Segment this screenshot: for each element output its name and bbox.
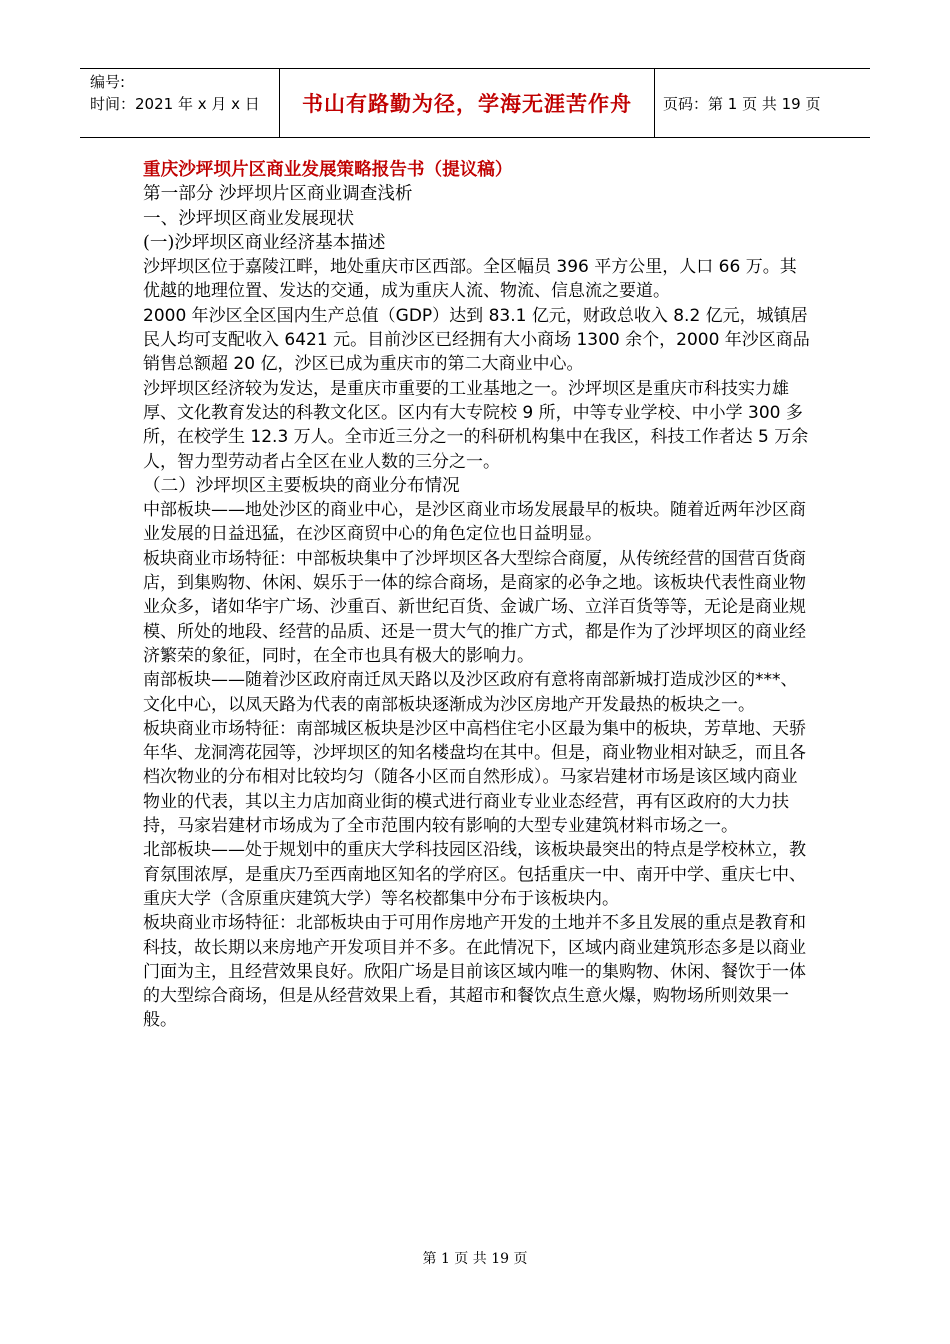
part-heading: 第一部分 沙坪坝片区商业调查浅析	[143, 184, 413, 205]
paragraph: 板块商业市场特征：北部板块由于可用作房地产开发的土地并不多且发展的重点是教育和科技，故长期以来房地产开发项目并不多。在此情况下，区域内商业建筑形态多是以商业门面为主，且经营效果良好。欣阳广场是目前该区域内唯一的集购物、休闲、餐饮于一体的大型综合商场，但是从经营效果上看，其超市和餐饮点生意火爆，购物场所则效果一般。	[143, 913, 806, 1031]
number-label: 编号:	[90, 73, 126, 91]
paragraph: 沙坪坝区位于嘉陵江畔，地处重庆市区西部。全区幅员 396 平方公里，人口 66 万。其优越的地理位置、发达的交通，成为重庆人流、物流、信息流之要道。	[143, 257, 797, 302]
paragraph: 沙坪坝区经济较为发达，是重庆市重要的工业基地之一。沙坪坝区是重庆市科技实力雄厚、文化教育发达的科教文化区。区内有大专院校 9 所，中等专业学校、中小学 300 多所，在校学生 12.3 万人。全市近三分之一的科研机构集中在我区，科技工作者达 5 万余人，智力型劳动者占全区在业人数的三分之一。	[143, 378, 809, 472]
document-title: 重庆沙坪坝片区商业发展策略报告书（提议稿）	[143, 159, 513, 180]
subsection-heading: (一)沙坪坝区商业经济基本描述	[143, 232, 386, 253]
section-heading: 一、沙坪坝区商业发展现状	[143, 208, 355, 229]
page-footer: 第 1 页 共 19 页	[422, 1251, 528, 1267]
paragraph: 南部板块——随着沙区政府南迁凤天路以及沙区政府有意将南部新城打造成沙区的***、文化中心，以凤天路为代表的南部板块逐渐成为沙区房地产开发最热的板块之一。	[143, 670, 798, 715]
header-motto: 书山有路勤为径，学海无涯苦作舟	[280, 69, 655, 137]
paragraph: 2000 年沙区全区国内生产总值（GDP）达到 83.1 亿元，财政总收入 8.2 亿元，城镇居民人均可支配收入 6421 元。目前沙区已经拥有大小商场 1300 余个，2000 年沙区商品销售总额超 20 亿，沙区已成为重庆市的第二大商业中心。	[143, 305, 810, 375]
page-header	[80, 68, 870, 138]
document-body	[143, 158, 813, 1033]
paragraph: 板块商业市场特征：南部城区板块是沙区中高档住宅小区最为集中的板块，芳草地、天骄年华、龙洞湾花园等，沙坪坝区的知名楼盘均在其中。但是，商业物业相对缺乏，而且各档次物业的分布相对比较均匀（随各小区而自然形成）。马家岩建材市场是该区域内商业物业的代表，其以主力店加商业街的模式进行商业专业业态经营，再有区政府的大力扶持，马家岩建材市场成为了全市范围内较有影响的大型专业建筑材料市场之一。	[143, 718, 806, 837]
paragraph: 板块商业市场特征：中部板块集中了沙坪坝区各大型综合商厦，从传统经营的国营百货商店，到集购物、休闲、娱乐于一体的综合商场，是商家的必争之地。该板块代表性商业物业众多，诸如华宇广场、沙重百、新世纪百货、金诚广场、立洋百货等等，无论是商业规模、所处的地段、经营的品质、还是一贯大气的推广方式，都是作为了沙坪坝区的商业经济繁荣的象征，同时，在全市也具有极大的影响力。	[143, 548, 806, 666]
header-page-label: 页码：第 1 页 共 19 页	[663, 94, 821, 113]
paragraph: 中部板块——地处沙区的商业中心，是沙区商业市场发展最早的板块。随着近两年沙区商业发展的日益迅猛，在沙区商贸中心的角色定位也日益明显。	[143, 500, 806, 545]
time-label: 时间：2021 年 x 月 x 日	[90, 95, 260, 113]
paragraph: 北部板块——处于规划中的重庆大学科技园区沿线，该板块最突出的特点是学校林立，教育氛围浓厚，是重庆乃至西南地区知名的学府区。包括重庆一中、南开中学、重庆七中、重庆大学（含原重庆建筑大学）等名校都集中分布于该板块内。	[143, 840, 806, 909]
subsection-heading: （二）沙坪坝区主要板块的商业分布情况	[143, 475, 460, 496]
header-meta	[80, 69, 280, 137]
